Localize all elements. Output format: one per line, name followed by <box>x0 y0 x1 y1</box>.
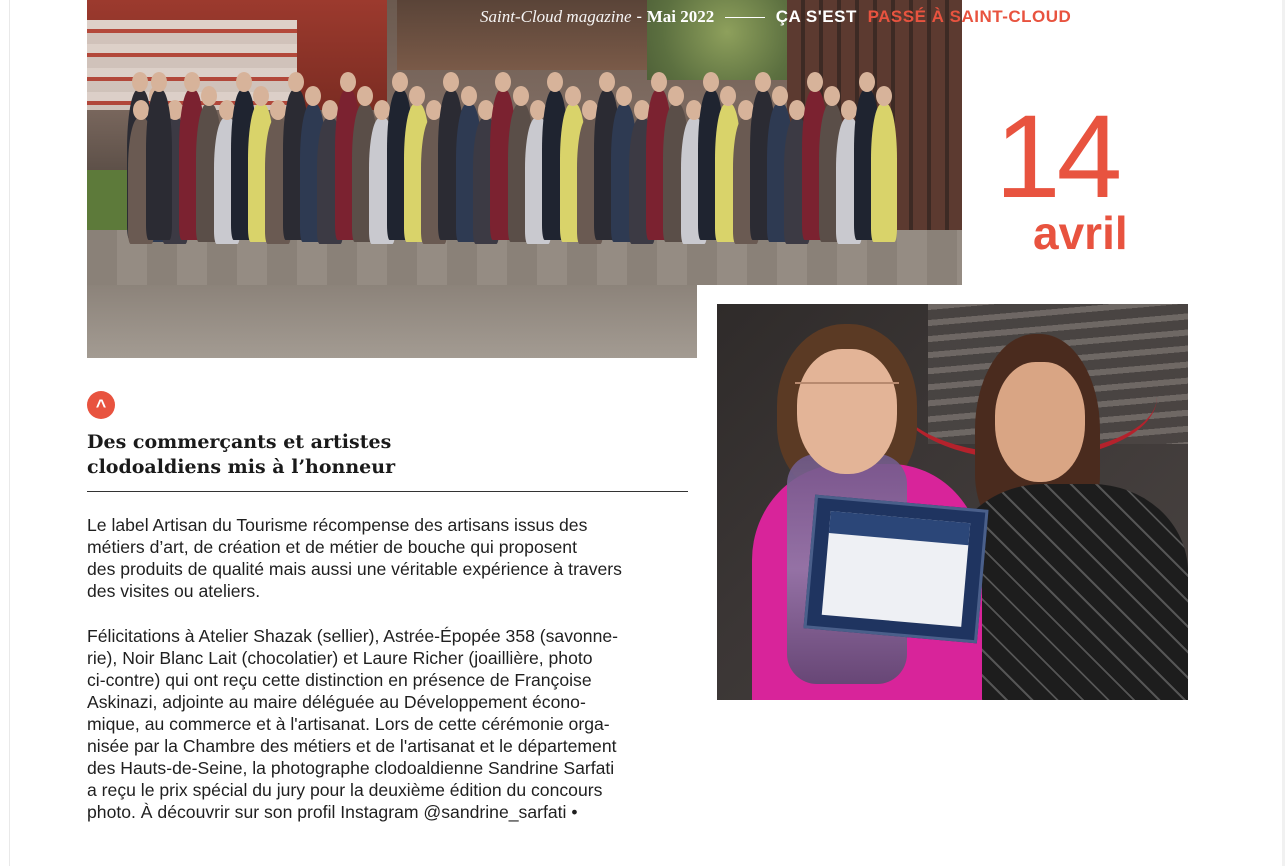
text-line: nisée par la Chambre des métiers et de l'artisanat et le département <box>87 736 617 756</box>
article-title <box>87 430 687 480</box>
text-line: a reçu le prix spécial du jury pour la deuxième édition du concours <box>87 780 603 800</box>
crowd-person-head <box>253 86 269 106</box>
text-line: rie), Noir Blanc Lait (chocolatier) et Laure Richer (joaillière, photo <box>87 648 593 668</box>
portrait-photo <box>717 304 1188 700</box>
crowd-person-head <box>651 72 667 92</box>
crowd-person-head <box>703 72 719 92</box>
text-line: mique, au commerce et à l'artisanat. Lors de cette cérémonie orga- <box>87 714 610 734</box>
crowd-person <box>146 90 172 240</box>
photo-certificate <box>803 495 988 644</box>
crowd-person-head <box>824 86 840 106</box>
certificate-paper <box>822 511 971 627</box>
crowd-person-head <box>201 86 217 106</box>
magazine-name: Saint-Cloud magazine <box>480 7 632 26</box>
text-line: des produits de qualité mais aussi une véritable expérience à travers <box>87 559 622 579</box>
crowd-person-head <box>859 72 875 92</box>
text-line: Félicitations à Atelier Shazak (sellier), Astrée-Épopée 358 (savonne- <box>87 626 619 646</box>
crowd-person-head <box>357 86 373 106</box>
crowd-person-head <box>772 86 788 106</box>
photo-crowd <box>127 70 917 285</box>
photo-person-right-face <box>995 362 1085 482</box>
crowd-person-head <box>151 72 167 92</box>
text-line: métiers d’art, de création et de métier de bouche qui proposent <box>87 537 577 557</box>
crowd-person-head <box>755 72 771 92</box>
crowd-person-head <box>807 72 823 92</box>
chevron-up-icon: ^ <box>87 391 115 419</box>
section-title-part1: ÇA S'EST <box>775 7 857 26</box>
crowd-person-head <box>599 72 615 92</box>
text-line: photo. À découvrir sur son profil Instagram @sandrine_sarfati • <box>87 802 578 822</box>
crowd-person-head <box>876 86 892 106</box>
group-photo <box>87 0 962 285</box>
text-line: des visites ou ateliers. <box>87 581 261 601</box>
header-rule <box>725 17 765 18</box>
crowd-person-head <box>443 72 459 92</box>
certificate-header <box>829 511 970 545</box>
text-line: ci-contre) qui ont reçu cette distinction en présence de Françoise <box>87 670 592 690</box>
text-line: des Hauts-de-Seine, la photographe clodoaldienne Sandrine Sarfati <box>87 758 615 778</box>
crowd-person-head <box>495 72 511 92</box>
text-line: Le label Artisan du Tourisme récompense des artisans issus des <box>87 515 588 535</box>
text-line: Askinazi, adjointe au maire déléguée au Développement écono- <box>87 692 586 712</box>
crowd-person-head <box>565 86 581 106</box>
article-title-line: Des commerçants et artistes <box>87 431 392 453</box>
crowd-person-head <box>392 72 408 92</box>
article-paragraph-intro <box>87 514 691 602</box>
crowd-person-head <box>340 72 356 92</box>
crowd-person-head <box>720 86 736 106</box>
event-day: 14 <box>995 91 1119 223</box>
crowd-person-head <box>236 72 252 92</box>
crowd-person-head <box>305 86 321 106</box>
header-separator: - <box>636 7 642 26</box>
crowd-person-head <box>461 86 477 106</box>
crowd-person-head <box>513 86 529 106</box>
crowd-person-head <box>184 72 200 92</box>
article-title-line: clodoaldiens mis à l’honneur <box>87 456 396 478</box>
issue-date: Mai 2022 <box>646 7 715 26</box>
group-photo-deck <box>87 285 697 358</box>
page-header <box>480 5 1071 29</box>
crowd-person-head <box>616 86 632 106</box>
event-month: avril <box>1033 207 1128 259</box>
title-divider <box>87 491 688 492</box>
crowd-person-head <box>668 86 684 106</box>
photo-glasses <box>795 382 899 408</box>
section-title-part2: PASSÉ À SAINT-CLOUD <box>867 7 1072 26</box>
article-paragraph-details <box>87 625 691 823</box>
crowd-person-head <box>288 72 304 92</box>
crowd-person <box>871 104 897 242</box>
page-margin-left <box>0 0 10 866</box>
crowd-person-head <box>409 86 425 106</box>
crowd-person-head <box>132 72 148 92</box>
crowd-person-head <box>547 72 563 92</box>
photo-person-left-face <box>797 349 897 474</box>
